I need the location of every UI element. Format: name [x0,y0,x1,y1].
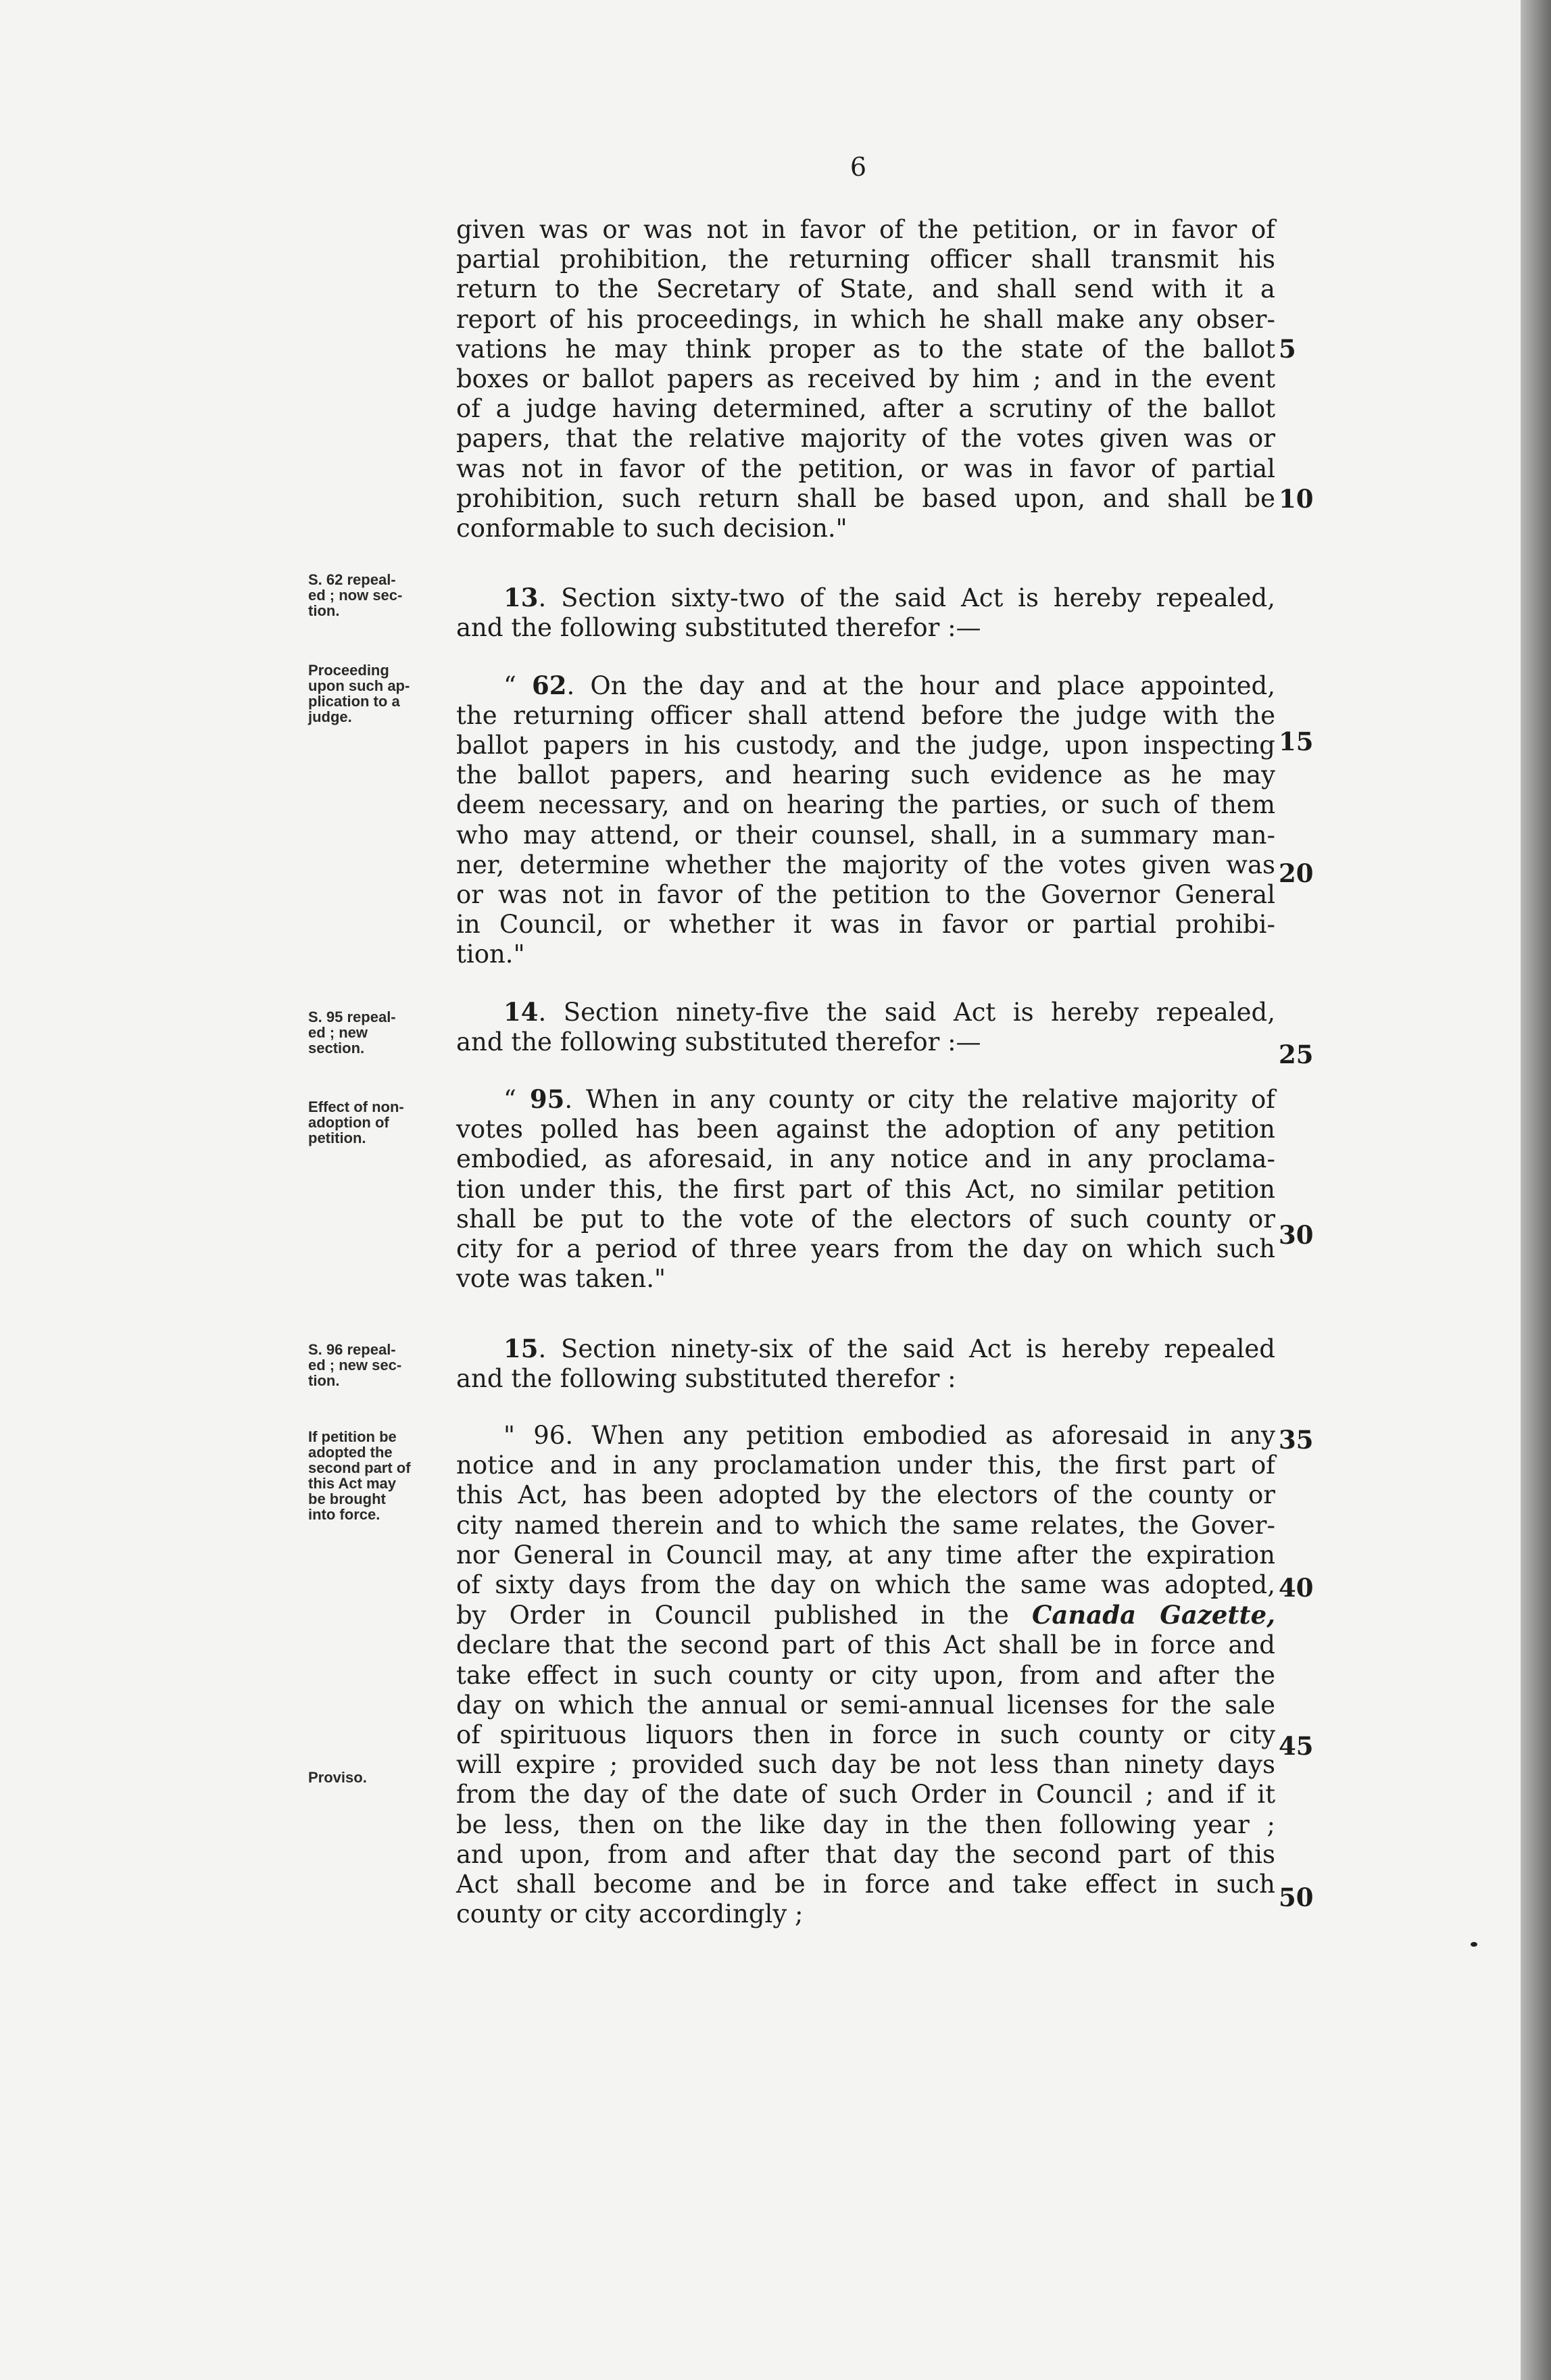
text-line: deem necessary, and on hearing the parties, or such of them [456,790,1275,820]
margin-note-effect-non-adoption [308,1099,450,1146]
margin-note-line: upon such ap- [308,677,410,694]
line-number: 25 [1279,1040,1314,1069]
text-line: who may attend, or their counsel, shall, in a summary man- [456,820,1275,850]
margin-note-second-part [308,1429,450,1522]
text-line: Act shall become and be in force and take effect in such [456,1869,1275,1899]
margin-note-line: section. [308,1040,365,1057]
line-number: 15 [1279,727,1314,756]
margin-note-line: ed ; new [308,1024,368,1041]
body-text [456,215,1275,1929]
text-line: this Act, has been adopted by the electors of the county or [456,1480,1275,1510]
margin-note-line: ed ; now sec- [308,587,403,604]
page-edge [1521,0,1551,2380]
text-line: and upon, from and after that day the second part of this [456,1839,1275,1869]
text-line: county or city accordingly ; [456,1899,804,1929]
text-line: boxes or ballot papers as received by him ; and in the event [456,364,1275,394]
text-line: conformable to such decision." [456,514,847,543]
section-number: 62 [532,670,567,700]
text-line: vations he may think proper as to the state of the ballot [456,334,1275,364]
section-number: 14 [503,996,539,1027]
text-line: or was not in favor of the petition to the Governor General [456,880,1275,910]
margin-note-line: S. 96 repeal- [308,1341,396,1358]
section-96-text: " 96. When any petition embodied as aforesaid in any notice and in any proclamation under this, the first part of this Act, has been adopted by the electors of the county or city named therein and to which the same relates, the Gover- nor General in Council may, at any time after the expiration of sixty days from the day on which the same was adopted, by Order in Council published in the Canada Gazette, declare that the second part of this Act shall be in force and take effect in such county or city upon, from and after the day on which the annual or semi-annual licenses for the sale of spirituous liquors then in force in such county or city will expire ; provided such day be not less than ninety days from the day of the date of such Order in Council ; and if it be less, then on the like day in the then following year ; and upon, from and after that day the second part of this Act shall become and be in force and take effect in such county or city accordingly ; [456,1420,1275,1929]
text-line: prohibition, such return shall be based upon, and shall be [456,483,1275,513]
line-number: 30 [1279,1220,1314,1250]
margin-note-proceeding [308,662,450,725]
margin-note-line: tion. [308,1372,340,1389]
text-line: votes polled has been against the adoption of any petition [456,1115,1275,1144]
page-number: 6 [850,152,867,182]
text-line: papers, that the relative majority of the votes given was or [456,424,1275,454]
line-number: 20 [1279,858,1314,888]
line-number: 5 [1279,334,1296,364]
margin-note-s62 [308,572,450,618]
text-line: of spirituous liquors then in force in such county or city [456,1720,1275,1749]
margin-note-line: S. 62 repeal- [308,571,396,588]
text-line: notice and in any proclamation under this, the first part of [456,1451,1275,1480]
margin-note-line: adopted the [308,1444,393,1461]
page-mark [1471,1942,1477,1947]
text-line: embodied, as aforesaid, in any notice and in any proclama- [456,1144,1275,1174]
text-line: shall be put to the vote of the electors of such county or [456,1204,1275,1234]
margin-note-line: second part of [308,1459,411,1476]
margin-note-s96 [308,1342,450,1388]
section-95-text: “ 95. When in any county or city the relative majority of votes polled has been against the adoption of any petition embodied, as aforesaid, in any notice and in any proclama- tion under this, the first part of this Act, no similar petition shall be put to the vote of the electors of such county or city for a period of three years from the day on which such vote was taken." [456,1084,1275,1294]
margin-note-line: petition. [308,1130,366,1146]
margin-note-line: ed ; new sec- [308,1357,402,1374]
text-line: the ballot papers, and hearing such evidence as he may [456,760,1275,790]
margin-note-line: judge. [308,708,352,725]
text-line: of a judge having determined, after a scrutiny of the ballot [456,394,1275,424]
section-62-text: “ 62. On the day and at the hour and place appointed, the returning officer shall attend before the judge with the ballot papers in his custody, and the judge, upon inspecting the ballot papers, and hearing such evidence as he may deem necessary, and on hearing the parties, or such of them who may attend, or their counsel, shall, in a summary man- ner, determine whether the majority of the votes given was or was not in favor of the petition to the Governor General in Council, or whether it was in favor or partial prohibi- tion." [456,670,1275,969]
gazette-title: Canada Gazette, [1031,1600,1275,1630]
text-line: city named therein and to which the same relates, the Gover- [456,1510,1275,1540]
section-13: 13. Section sixty-two of the said Act is hereby repealed, and the following substituted therefor :— [456,583,1275,643]
text-line: from the day of the date of such Order in Council ; and if it [456,1780,1275,1810]
text-line: of sixty days from the day on which the same was adopted, [456,1570,1275,1599]
margin-note-s95 [308,1009,450,1056]
section-14: 14. Section ninety-five the said Act is hereby repealed, and the following substituted therefor :— [456,996,1275,1057]
text-line: the returning officer shall attend before the judge with the [456,700,1275,730]
margin-note-line: S. 95 repeal- [308,1009,396,1025]
text-line: be less, then on the like day in the then following year ; [456,1810,1275,1839]
line-number: 45 [1279,1731,1314,1761]
section-number: 95 [529,1084,565,1115]
text-line: was not in favor of the petition, or was in favor of partial [456,454,1275,483]
margin-note-line: plication to a [308,693,400,710]
margin-note-line: tion. [308,602,340,619]
text-line: ballot papers in his custody, and the judge, upon inspecting [456,731,1275,760]
section-number: 15 [503,1333,539,1363]
margin-note-proviso [308,1770,450,1785]
text-line: take effect in such county or city upon, from and after the [456,1660,1275,1690]
margin-note-line: be brought [308,1490,386,1507]
margin-note-line: Effect of non- [308,1098,404,1115]
section-number: 13 [503,583,539,613]
text-line: ner, determine whether the majority of the votes given was [456,850,1275,879]
text-line: report of his proceedings, in which he shall make any obser- [456,304,1275,334]
margin-note-line: adoption of [308,1114,389,1131]
margin-note-line: Proviso. [308,1769,367,1786]
margin-note-line: If petition be [308,1428,397,1445]
text-line: nor General in Council may, at any time after the expiration [456,1540,1275,1570]
text-line: in Council, or whether it was in favor or partial prohibi- [456,910,1275,940]
text-line: will expire ; provided such day be not less than ninety days [456,1750,1275,1780]
text-line: vote was taken." [456,1264,666,1294]
line-number: 35 [1279,1425,1314,1455]
margin-note-line: this Act may [308,1475,397,1492]
text-line: tion." [456,940,525,969]
text-line: city for a period of three years from the day on which such [456,1234,1275,1264]
margin-note-line: Proceeding [308,662,389,679]
text-line: declare that the second part of this Act shall be in force and [456,1630,1275,1660]
line-number: 50 [1279,1883,1314,1912]
text-line: return to the Secretary of State, and shall send with it a [456,274,1275,304]
text-line: day on which the annual or semi-annual licenses for the sale [456,1690,1275,1720]
line-number: 40 [1279,1573,1314,1603]
paragraph-continuation [456,215,1275,543]
margin-note-line: into force. [308,1506,380,1523]
text-line: partial prohibition, the returning officer shall transmit his [456,245,1275,274]
line-number: 10 [1279,484,1314,514]
section-15: 15. Section ninety-six of the said Act is hereby repealed and the following substituted therefor : [456,1333,1275,1393]
text-line: tion under this, the first part of this Act, no similar petition [456,1174,1275,1204]
text-line: given was or was not in favor of the petition, or in favor of [456,215,1275,244]
